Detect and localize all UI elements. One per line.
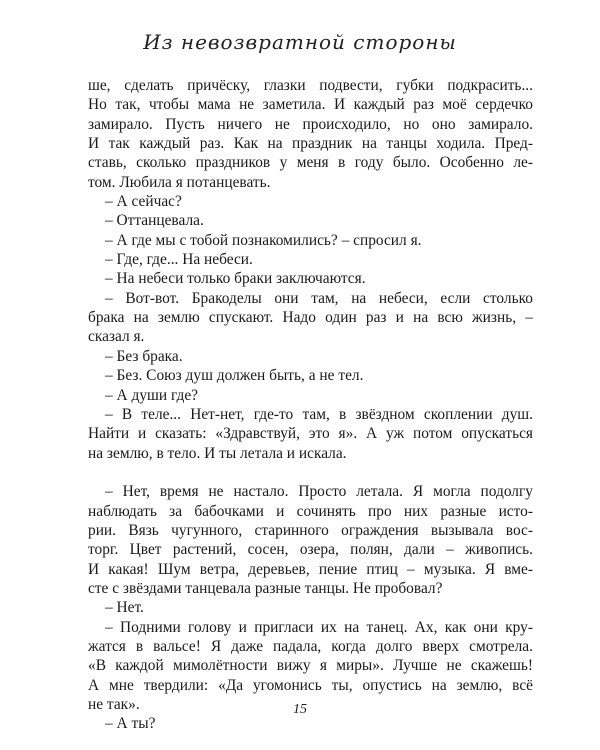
dialogue-line: – Оттанцевала.: [105, 212, 204, 230]
dialogue-line: – Без. Союз душ должен быть, а не тел.: [105, 367, 364, 385]
dialogue-line: – Где, где... На небеси.: [105, 251, 253, 269]
text-line: брака на землю спускают. Надо один раз и на всю жизнь, –: [88, 309, 533, 327]
text-line: на землю, в тело. И ты летала и искала.: [88, 444, 347, 462]
text-line: ставь, сколько праздников у меня в году было. Особенно ле-: [88, 154, 533, 172]
text-line: И так каждый раз. Как на праздник на танцы ходила. Пред-: [88, 135, 533, 153]
text-line: жатся в вальсе! Я даже падала, когда долго вверх смотрела.: [88, 637, 533, 655]
text-line: рии. Вязь чугунного, старинного ограждения вызывала вос-: [88, 521, 533, 539]
text-line: ше, сделать причёску, глазки подвести, губки подкрасить...: [88, 77, 533, 94]
dialogue-line: – Подними голову и пригласи их на танец. Ах, как они кру-: [105, 618, 533, 636]
dialogue-line: – Нет.: [105, 599, 144, 617]
text-line: «В каждой мимолётности вижу я миры». Лучше не скажешь!: [88, 657, 533, 675]
dialogue-line: – В теле... Нет-нет, где-то там, в звёздном скоплении душ.: [105, 405, 533, 423]
dialogue-line: – А сейчас?: [105, 193, 182, 211]
text-line: том. Любила я потанцевать.: [88, 173, 271, 191]
dialogue-line: – Нет, время не настало. Просто летала. Я могла подолгу: [105, 483, 533, 501]
text-line: А мне твердили: «Да угомонись ты, опустись на землю, всё: [88, 676, 533, 694]
text-line: И какая! Шум ветра, деревьев, пение птиц – музыка. Я вме-: [88, 560, 533, 578]
dialogue-line: – Без брака.: [105, 347, 183, 365]
dialogue-line: – А ты?: [105, 715, 156, 733]
dialogue-line: – А души где?: [105, 386, 199, 404]
dialogue-line: – Вот-вот. Бракоделы они там, на небеси, если столько: [105, 289, 533, 307]
text-line: наблюдать за бабочками и сочинять про них разные исто-: [88, 502, 533, 520]
text-line: замирало. Пусть ничего не происходило, но оно замирало.: [88, 115, 533, 133]
text-line: сказал я.: [88, 328, 145, 346]
running-head-title: Из невозвратной стороны: [143, 30, 457, 54]
text-line: не так».: [88, 696, 140, 713]
page-number: 15: [293, 702, 307, 717]
dialogue-line: – А где мы с тобой познакомились? – спросил я.: [105, 231, 422, 249]
text-line: торг. Цвет растений, сосен, озера, полян, дали – живопись.: [88, 541, 533, 559]
page-body-text: [88, 76, 533, 734]
text-line: Но так, чтобы мама не заметила. И каждый раз моё сердечко: [88, 96, 533, 114]
dialogue-line: – На небеси только браки заключаются.: [105, 270, 366, 288]
text-line: сте с звёздами танцевала разные танцы. Не пробовал?: [88, 579, 443, 597]
text-line: Найти и сказать: «Здравствуй, это я». А уж потом опускаться: [88, 425, 533, 443]
paragraph-gap: [88, 463, 533, 482]
